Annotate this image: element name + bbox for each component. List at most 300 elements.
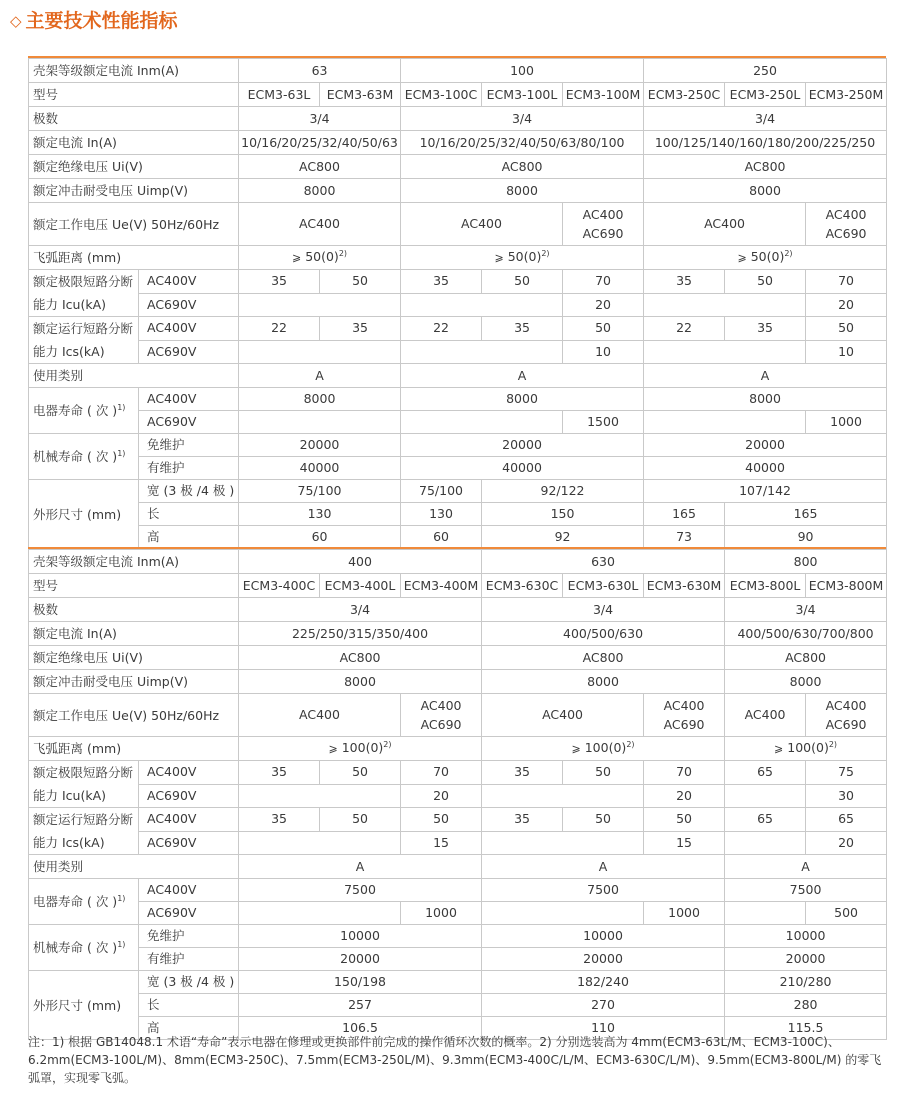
diamond-icon: ◇ — [10, 12, 22, 30]
mech-life-cell: 10000 — [725, 925, 887, 948]
ics-cell: 22 — [644, 317, 725, 341]
icu-cell: 20 — [563, 293, 644, 317]
sub-label-width: 宽 (3 极 /4 极 ) — [139, 480, 239, 503]
poles-cell: 3/4 — [644, 107, 887, 131]
empty-cell — [644, 340, 806, 364]
arc-value: 50(0) — [750, 249, 785, 264]
ue-value: AC400 — [825, 698, 867, 713]
ics-cell: 50 — [644, 808, 725, 832]
width-cell: 150/198 — [239, 971, 482, 994]
row-label-arc: 飞弧距离 (mm) — [29, 737, 239, 761]
table-row — [29, 480, 887, 503]
ics-cell: 35 — [482, 808, 563, 832]
table-row — [29, 83, 887, 107]
icu-cell: 30 — [806, 784, 887, 808]
icu-cell: 50 — [563, 761, 644, 785]
ue-value: AC400 — [663, 698, 705, 713]
sub-label-ac690: AC690V — [139, 902, 239, 925]
elec-life-text: 电器寿命 ( 次 ) — [33, 403, 118, 418]
ue-cell-dual — [806, 203, 887, 246]
row-label-ue: 额定工作电压 Ue(V) 50Hz/60Hz — [29, 203, 239, 246]
elec-life-text: 电器寿命 ( 次 ) — [33, 894, 118, 909]
ue-value: AC690 — [582, 226, 624, 241]
elec-life-cell: 8000 — [401, 388, 644, 411]
category-cell: A — [239, 855, 482, 879]
empty-cell — [482, 831, 644, 855]
model-cell: ECM3-400C — [239, 574, 320, 598]
rated-current-cell: 225/250/315/350/400 — [239, 622, 482, 646]
height-cell: 115.5 — [725, 1017, 887, 1040]
ics-cell: 50 — [320, 808, 401, 832]
rated-current-cell: 100/125/140/160/180/200/225/250 — [644, 131, 887, 155]
ui-cell: AC800 — [401, 155, 644, 179]
arc-value: 50(0) — [507, 249, 542, 264]
empty-cell — [239, 784, 401, 808]
height-cell: 90 — [725, 526, 887, 549]
table-row — [29, 364, 887, 388]
row-label-icu: 额定极限短路分断能力 Icu(kA) — [29, 761, 139, 808]
frame-cell: 400 — [239, 550, 482, 574]
sub-label-ac400: AC400V — [139, 270, 239, 294]
mech-life-cell: 10000 — [482, 925, 725, 948]
table-row — [29, 203, 887, 246]
mech-life-cell: 40000 — [239, 457, 401, 480]
row-label-model: 型号 — [29, 574, 239, 598]
length-cell: 270 — [482, 994, 725, 1017]
icu-cell: 35 — [482, 761, 563, 785]
table-row — [29, 526, 887, 549]
ics-cell: 20 — [806, 831, 887, 855]
model-cell: ECM3-630L — [563, 574, 644, 598]
width-cell: 210/280 — [725, 971, 887, 994]
elec-life-cell: 1500 — [563, 411, 644, 434]
frame-cell: 630 — [482, 550, 725, 574]
elec-life-cell: 7500 — [725, 879, 887, 902]
ics-cell: 50 — [563, 808, 644, 832]
footnote-1: 1) — [117, 448, 126, 458]
empty-cell — [401, 340, 563, 364]
mech-life-cell: 20000 — [401, 434, 644, 457]
empty-cell — [239, 411, 401, 434]
empty-cell — [725, 902, 806, 925]
row-label-ui: 额定绝缘电压 Ui(V) — [29, 646, 239, 670]
spec-table-2 — [28, 547, 886, 1040]
ge-symbol: ⩾ — [737, 251, 747, 264]
table-row — [29, 293, 887, 317]
uimp-cell: 8000 — [239, 179, 401, 203]
table-row — [29, 457, 887, 480]
length-cell: 150 — [482, 503, 644, 526]
ics-cell: 35 — [482, 317, 563, 341]
table-row — [29, 503, 887, 526]
sub-label-height: 高 — [139, 1017, 239, 1040]
table-row — [29, 574, 887, 598]
ui-cell: AC800 — [482, 646, 725, 670]
empty-cell — [482, 902, 644, 925]
sub-label-with-maint: 有维护 — [139, 457, 239, 480]
empty-cell — [401, 293, 563, 317]
row-label-ui: 额定绝缘电压 Ui(V) — [29, 155, 239, 179]
row-label-frame: 壳架等级额定电流 Inm(A) — [29, 59, 239, 83]
table-row — [29, 317, 887, 341]
height-cell: 60 — [239, 526, 401, 549]
row-label-model: 型号 — [29, 83, 239, 107]
ics-cell: 22 — [401, 317, 482, 341]
width-cell: 75/100 — [239, 480, 401, 503]
icu-cell: 65 — [725, 761, 806, 785]
row-label-category: 使用类别 — [29, 364, 239, 388]
empty-cell — [239, 340, 401, 364]
uimp-cell: 8000 — [239, 670, 482, 694]
frame-cell: 250 — [644, 59, 887, 83]
length-cell: 130 — [401, 503, 482, 526]
empty-cell — [239, 902, 401, 925]
ui-cell: AC800 — [725, 646, 887, 670]
ics-cell: 10 — [563, 340, 644, 364]
elec-life-cell: 500 — [806, 902, 887, 925]
table-row — [29, 694, 887, 737]
row-label-icu: 额定极限短路分断能力 Icu(kA) — [29, 270, 139, 317]
table-row — [29, 925, 887, 948]
ics-cell: 35 — [320, 317, 401, 341]
length-cell: 280 — [725, 994, 887, 1017]
table-row — [29, 270, 887, 294]
uimp-cell: 8000 — [644, 179, 887, 203]
footnote-2: 2) — [383, 739, 392, 749]
sub-label-free-maint: 免维护 — [139, 434, 239, 457]
arc-value: 100(0) — [787, 740, 829, 755]
elec-life-cell: 1000 — [644, 902, 725, 925]
arc-value: 100(0) — [341, 740, 384, 755]
ics-cell: 10 — [806, 340, 887, 364]
height-cell: 60 — [401, 526, 482, 549]
elec-life-cell: 8000 — [644, 388, 887, 411]
ui-cell: AC800 — [644, 155, 887, 179]
poles-cell: 3/4 — [401, 107, 644, 131]
mech-life-text: 机械寿命 ( 次 ) — [33, 449, 118, 464]
ue-cell-dual — [644, 694, 725, 737]
ue-value: AC690 — [825, 226, 867, 241]
table-row — [29, 434, 887, 457]
elec-life-cell: 1000 — [806, 411, 887, 434]
table-row — [29, 131, 887, 155]
row-label-mech-life — [29, 434, 139, 480]
table-row — [29, 388, 887, 411]
ue-value: AC400 — [420, 698, 462, 713]
ge-symbol: ⩾ — [291, 251, 302, 264]
mech-life-cell: 20000 — [644, 434, 887, 457]
height-cell: 110 — [482, 1017, 725, 1040]
ue-value: AC400 — [825, 207, 867, 222]
ge-symbol: ⩾ — [328, 742, 338, 755]
mech-life-text: 机械寿命 ( 次 ) — [33, 940, 118, 955]
table-row — [29, 340, 887, 364]
table-row — [29, 622, 887, 646]
table-row — [29, 411, 887, 434]
sub-label-ac400: AC400V — [139, 879, 239, 902]
ics-cell: 50 — [806, 317, 887, 341]
rated-current-cell: 400/500/630 — [482, 622, 725, 646]
ue-cell-dual — [401, 694, 482, 737]
arc-cell — [644, 246, 887, 270]
arc-value: 100(0) — [584, 740, 627, 755]
width-cell: 75/100 — [401, 480, 482, 503]
model-cell: ECM3-630C — [482, 574, 563, 598]
empty-cell — [482, 784, 644, 808]
ue-value: AC690 — [420, 717, 462, 732]
table-row — [29, 246, 887, 270]
empty-cell — [725, 831, 806, 855]
arc-cell — [482, 737, 725, 761]
model-cell: ECM3-100M — [563, 83, 644, 107]
sub-label-ac400: AC400V — [139, 761, 239, 785]
arc-cell — [401, 246, 644, 270]
ics-cell: 65 — [725, 808, 806, 832]
ue-value: AC400 — [582, 207, 624, 222]
sub-label-ac690: AC690V — [139, 831, 239, 855]
row-label-poles: 极数 — [29, 107, 239, 131]
ics-cell: 15 — [401, 831, 482, 855]
model-cell: ECM3-400L — [320, 574, 401, 598]
footnote-2: 2) — [338, 248, 348, 258]
icu-cell: 35 — [644, 270, 725, 294]
width-cell: 107/142 — [644, 480, 887, 503]
row-label-poles: 极数 — [29, 598, 239, 622]
ics-cell: 15 — [644, 831, 725, 855]
mech-life-cell: 20000 — [239, 948, 482, 971]
category-cell: A — [725, 855, 887, 879]
arc-cell — [239, 246, 401, 270]
icu-cell: 50 — [482, 270, 563, 294]
row-label-rated-current: 额定电流 In(A) — [29, 131, 239, 155]
elec-life-cell: 1000 — [401, 902, 482, 925]
footnote-1: 1) — [117, 893, 126, 903]
empty-cell — [644, 293, 806, 317]
poles-cell: 3/4 — [239, 107, 401, 131]
ue-cell: AC400 — [239, 203, 401, 246]
ge-symbol: ⩾ — [774, 742, 784, 755]
row-label-ue: 额定工作电压 Ue(V) 50Hz/60Hz — [29, 694, 239, 737]
model-cell: ECM3-800L — [725, 574, 806, 598]
ics-cell: 35 — [725, 317, 806, 341]
ics-cell: 65 — [806, 808, 887, 832]
sub-label-ac690: AC690V — [139, 340, 239, 364]
row-label-dims: 外形尺寸 (mm) — [29, 971, 139, 1040]
mech-life-cell: 40000 — [401, 457, 644, 480]
ue-cell: AC400 — [239, 694, 401, 737]
ue-cell: AC400 — [725, 694, 806, 737]
frame-cell: 63 — [239, 59, 401, 83]
table-row — [29, 107, 887, 131]
table-row — [29, 737, 887, 761]
mech-life-cell: 20000 — [482, 948, 725, 971]
ue-cell: AC400 — [644, 203, 806, 246]
sub-label-height: 高 — [139, 526, 239, 549]
arc-value: 50(0) — [305, 249, 339, 264]
icu-cell: 70 — [401, 761, 482, 785]
table-row — [29, 179, 887, 203]
ge-symbol: ⩾ — [571, 742, 581, 755]
rated-current-cell: 10/16/20/25/32/40/50/63 — [239, 131, 401, 155]
icu-cell: 35 — [401, 270, 482, 294]
table-row — [29, 879, 887, 902]
ics-cell: 50 — [563, 317, 644, 341]
poles-cell: 3/4 — [725, 598, 887, 622]
ui-cell: AC800 — [239, 155, 401, 179]
height-cell: 92 — [482, 526, 644, 549]
model-cell: ECM3-400M — [401, 574, 482, 598]
table-row — [29, 994, 887, 1017]
model-cell: ECM3-250M — [806, 83, 887, 107]
table-row — [29, 784, 887, 808]
empty-cell — [644, 411, 806, 434]
page-title — [10, 5, 178, 37]
table-row — [29, 808, 887, 832]
ue-value: AC690 — [663, 717, 705, 732]
elec-life-cell: 7500 — [482, 879, 725, 902]
uimp-cell: 8000 — [725, 670, 887, 694]
icu-cell: 35 — [239, 270, 320, 294]
row-label-uimp: 额定冲击耐受电压 Uimp(V) — [29, 670, 239, 694]
icu-cell: 50 — [725, 270, 806, 294]
sub-label-ac400: AC400V — [139, 808, 239, 832]
table-row — [29, 902, 887, 925]
table-row — [29, 971, 887, 994]
model-cell: ECM3-250L — [725, 83, 806, 107]
rated-current-cell: 10/16/20/25/32/40/50/63/80/100 — [401, 131, 644, 155]
icu-cell: 50 — [320, 761, 401, 785]
empty-cell — [239, 293, 401, 317]
rated-current-cell: 400/500/630/700/800 — [725, 622, 887, 646]
mech-life-cell: 40000 — [644, 457, 887, 480]
empty-cell — [401, 411, 563, 434]
row-label-uimp: 额定冲击耐受电压 Uimp(V) — [29, 179, 239, 203]
row-label-dims: 外形尺寸 (mm) — [29, 480, 139, 549]
model-cell: ECM3-800M — [806, 574, 887, 598]
empty-cell — [239, 831, 401, 855]
table-row — [29, 550, 887, 574]
sub-label-ac690: AC690V — [139, 411, 239, 434]
width-cell: 182/240 — [482, 971, 725, 994]
ge-symbol: ⩾ — [494, 251, 504, 264]
row-label-rated-current: 额定电流 In(A) — [29, 622, 239, 646]
row-label-mech-life — [29, 925, 139, 971]
table-row — [29, 155, 887, 179]
sub-label-ac400: AC400V — [139, 388, 239, 411]
row-label-elec-life — [29, 388, 139, 434]
poles-cell: 3/4 — [482, 598, 725, 622]
sub-label-free-maint: 免维护 — [139, 925, 239, 948]
model-cell: ECM3-250C — [644, 83, 725, 107]
model-cell: ECM3-100L — [482, 83, 563, 107]
length-cell: 165 — [644, 503, 725, 526]
sub-label-with-maint: 有维护 — [139, 948, 239, 971]
icu-cell: 70 — [563, 270, 644, 294]
table-row — [29, 855, 887, 879]
ics-cell: 50 — [401, 808, 482, 832]
icu-cell: 20 — [401, 784, 482, 808]
uimp-cell: 8000 — [482, 670, 725, 694]
elec-life-cell: 7500 — [239, 879, 482, 902]
poles-cell: 3/4 — [239, 598, 482, 622]
mech-life-cell: 20000 — [239, 434, 401, 457]
icu-cell: 35 — [239, 761, 320, 785]
ue-value: AC690 — [825, 717, 867, 732]
ue-cell-dual — [563, 203, 644, 246]
table-row — [29, 646, 887, 670]
frame-cell: 800 — [725, 550, 887, 574]
mech-life-cell: 10000 — [239, 925, 482, 948]
uimp-cell: 8000 — [401, 179, 644, 203]
icu-cell: 20 — [644, 784, 725, 808]
sub-label-length: 长 — [139, 503, 239, 526]
icu-cell: 50 — [320, 270, 401, 294]
arc-cell — [239, 737, 482, 761]
ue-cell: AC400 — [482, 694, 644, 737]
footnote-2: 2) — [784, 248, 793, 258]
category-cell: A — [644, 364, 887, 388]
icu-cell: 70 — [806, 270, 887, 294]
ics-cell: 22 — [239, 317, 320, 341]
model-cell: ECM3-630M — [644, 574, 725, 598]
length-cell: 130 — [239, 503, 401, 526]
model-cell: ECM3-63M — [320, 83, 401, 107]
category-cell: A — [482, 855, 725, 879]
frame-cell: 100 — [401, 59, 644, 83]
footnote-1: 1) — [117, 939, 126, 949]
category-cell: A — [401, 364, 644, 388]
ue-cell-dual — [806, 694, 887, 737]
page-title-text: 主要技术性能指标 — [25, 10, 178, 32]
icu-cell: 20 — [806, 293, 887, 317]
model-cell: ECM3-63L — [239, 83, 320, 107]
arc-cell — [725, 737, 887, 761]
footnote-text: 注：1) 根据 GB14048.1 术语“寿命”表示电器在修理或更换部件前完成的操作循环次数的概率。2) 分别选装高为 4mm(ECM3-63L/M、ECM3-100C)、6.2mm(ECM3-100L/M)、8mm(ECM3-250C)、7.5mm(ECM3-250L/M)、9.3mm(ECM3-400C/L/M、ECM3-630C/L/M)、9.5mm(ECM3-800L/M) 的零飞弧罩，实现零飞弧。 — [28, 1035, 882, 1085]
category-cell: A — [239, 364, 401, 388]
table-row — [29, 831, 887, 855]
length-cell: 165 — [725, 503, 887, 526]
spec-table-1 — [28, 56, 886, 549]
row-label-ics: 额定运行短路分断能力 Ics(kA) — [29, 808, 139, 855]
footnote-2: 2) — [626, 739, 635, 749]
icu-cell: 75 — [806, 761, 887, 785]
ue-cell: AC400 — [401, 203, 563, 246]
sub-label-ac690: AC690V — [139, 293, 239, 317]
sub-label-width: 宽 (3 极 /4 极 ) — [139, 971, 239, 994]
sub-label-length: 长 — [139, 994, 239, 1017]
sub-label-ac400: AC400V — [139, 317, 239, 341]
mech-life-cell: 20000 — [725, 948, 887, 971]
sub-label-ac690: AC690V — [139, 784, 239, 808]
icu-cell: 70 — [644, 761, 725, 785]
height-cell: 73 — [644, 526, 725, 549]
model-cell: ECM3-100C — [401, 83, 482, 107]
footnote-2: 2) — [541, 248, 550, 258]
empty-cell — [725, 784, 806, 808]
footnote-2: 2) — [828, 739, 838, 749]
row-label-arc: 飞弧距离 (mm) — [29, 246, 239, 270]
width-cell: 92/122 — [482, 480, 644, 503]
table-row — [29, 598, 887, 622]
length-cell: 257 — [239, 994, 482, 1017]
table-row — [29, 948, 887, 971]
ui-cell: AC800 — [239, 646, 482, 670]
row-label-category: 使用类别 — [29, 855, 239, 879]
ics-cell: 35 — [239, 808, 320, 832]
row-label-elec-life — [29, 879, 139, 925]
row-label-ics: 额定运行短路分断能力 Ics(kA) — [29, 317, 139, 364]
table-row — [29, 670, 887, 694]
